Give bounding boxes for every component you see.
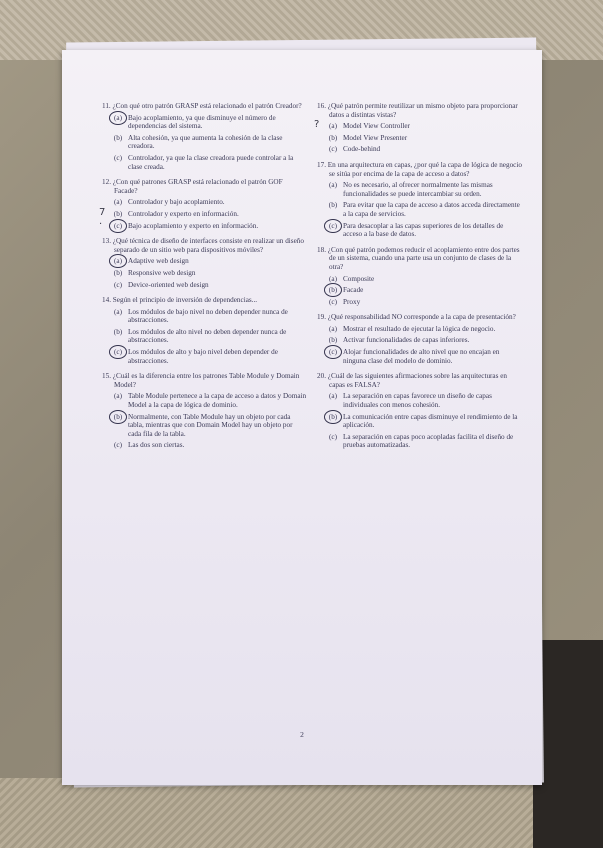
option-text: No es necesario, al ofrecer normalmente las mismas funcionalidades se puede intercambiar su orden.: [343, 181, 493, 198]
question: [102, 296, 307, 365]
answer-option: [317, 181, 522, 198]
option-letter: (a): [111, 257, 125, 266]
answer-option: [99, 206, 307, 219]
option-letter: (c): [326, 348, 340, 357]
answer-option: [102, 134, 307, 151]
option-letter: (c): [111, 222, 125, 231]
option-letter: (a): [329, 324, 337, 333]
question-stem: 13. ¿Qué técnica de diseño de interfaces consiste en realizar un diseño separado de un sitio web para dispositivos móviles?: [102, 237, 304, 254]
option-letter: (b): [326, 286, 340, 295]
question-stem: 11. ¿Con qué otro patrón GRASP está relacionado el patrón Creador?: [102, 102, 302, 110]
answer-option-selected: [317, 348, 522, 365]
option-text: Mostrar el resultado de ejecutar la lógica de negocio.: [343, 324, 496, 333]
answer-option-selected: [317, 222, 522, 239]
answer-option: [317, 433, 522, 450]
option-letter: (a): [114, 392, 122, 401]
handwritten-mark: 7: [99, 206, 106, 218]
question: [317, 246, 522, 307]
answer-option-selected: [102, 257, 307, 266]
option-letter: (c): [114, 280, 122, 289]
option-text: Para desacoplar a las capas superiores de los detalles de acceso a la base de datos.: [343, 221, 504, 239]
question-stem: 15. ¿Cuál es la diferencia entre los patrones Table Module y Domain Model?: [102, 372, 300, 389]
option-text: Composite: [343, 274, 375, 283]
option-text: Device-oriented web design: [128, 280, 209, 289]
question-stem: 16. ¿Qué patrón permite reutilizar un mismo objeto para proporcionar datos a distintas vistas?: [317, 102, 518, 119]
option-text: Adaptive web design: [128, 257, 189, 266]
answer-option: [102, 154, 307, 171]
option-letter: (b): [113, 209, 123, 218]
answer-option: [317, 325, 522, 334]
option-letter: (c): [111, 348, 125, 357]
option-text: Normalmente, con Table Module hay un objeto por cada tabla, mientras que con Domain Model hay un objeto por cada fila de la tabla.: [128, 412, 293, 438]
question: [317, 313, 522, 365]
option-letter: (c): [329, 432, 337, 441]
option-text: Alta cohesión, ya que aumenta la cohesión de la clase creadora.: [128, 133, 283, 151]
option-letter: (a): [114, 307, 122, 316]
option-text: Los módulos de alto nivel no deben depender nunca de abstracciones.: [128, 327, 287, 345]
answer-option: [102, 269, 307, 278]
question-stem: 20. ¿Cuál de las siguientes afirmaciones sobre las arquitecturas en capas es FALSA?: [317, 372, 508, 389]
question-stem: 17. En una arquitectura en capas, ¿por qué la capa de lógica de negocio se sitúa por encima de la capa de acceso a datos?: [317, 160, 522, 178]
answer-option: [317, 392, 522, 409]
answer-option: [102, 281, 307, 290]
option-text: Alojar funcionalidades de alto nivel que no encajan en ninguna clase del modelo de dominio.: [343, 348, 500, 365]
option-text: Controlador y bajo acoplamiento.: [128, 198, 225, 207]
option-letter: (b): [326, 413, 340, 422]
option-text: Controlador, ya que la clase creadora puede controlar a la clase creada.: [128, 153, 294, 171]
option-text: La separación en capas poco acopladas facilita el diseño de pruebas automatizadas.: [343, 432, 514, 450]
option-letter: (b): [328, 336, 338, 345]
option-text: Bajo acoplamiento y experto en información.: [128, 221, 259, 230]
answer-option: [102, 328, 307, 345]
option-letter: (b): [113, 268, 123, 277]
handwritten-mark: ·: [99, 218, 103, 230]
option-letter: (c): [329, 297, 337, 306]
page-number: 2: [300, 730, 304, 739]
option-letter: (c): [114, 153, 122, 162]
answer-option: [102, 392, 307, 409]
option-text: La separación en capas favorece un diseño de capas individuales con menos cohesión.: [343, 392, 492, 410]
option-text: Las dos son ciertas.: [128, 441, 185, 450]
background-carpet-bottom: [0, 778, 603, 848]
option-letter: (a): [329, 392, 337, 401]
option-text: Los módulos de bajo nivel no deben depender nunca de abstracciones.: [128, 307, 288, 325]
question-stem: 14. Según el principio de inversión de dependencias...: [102, 296, 258, 305]
option-letter: (a): [329, 181, 337, 190]
option-letter: (b): [328, 133, 338, 142]
option-letter: (c): [326, 222, 340, 231]
answer-option: [102, 441, 307, 450]
option-letter: (c): [329, 145, 337, 154]
option-text: Facade: [343, 286, 364, 295]
question: [99, 178, 307, 230]
exam-page: [62, 50, 542, 785]
option-letter: (a): [329, 274, 337, 283]
option-letter: (a): [329, 122, 337, 131]
answer-option: [317, 336, 522, 345]
answer-option-selected: [102, 114, 307, 131]
answer-option: [102, 198, 307, 207]
option-text: Activar funcionalidades de capas inferiores.: [343, 336, 470, 345]
answer-option-selected: [317, 413, 522, 430]
option-letter: (a): [114, 198, 122, 207]
background-dark-object: [533, 640, 603, 848]
answer-option: [317, 134, 522, 143]
option-letter: (b): [111, 413, 125, 422]
option-text: Responsive web design: [128, 268, 196, 277]
question-stem: 19. ¿Qué responsabilidad NO corresponde a la capa de presentación?: [317, 313, 516, 322]
option-text: Bajo acoplamiento, ya que disminuye el número de dependencias del sistema.: [128, 113, 276, 131]
answer-option: [317, 298, 522, 307]
handwritten-mark: ?: [314, 119, 320, 131]
answer-option-selected: [317, 286, 522, 295]
question: [102, 372, 307, 450]
option-text: La comunicación entre capas disminuye el rendimiento de la aplicación.: [343, 412, 518, 430]
answer-option: [102, 308, 307, 325]
option-text: Controlador y experto en información.: [128, 209, 239, 218]
left-column: [99, 102, 307, 457]
option-text: Proxy: [343, 297, 361, 306]
question-stem: 12. ¿Con qué patrones GRASP está relacionado el patrón GOF Facade?: [102, 178, 283, 195]
question: [102, 102, 307, 171]
option-letter: (b): [328, 201, 338, 210]
question-stem: 18. ¿Con qué patrón podemos reducir el acoplamiento entre dos partes de un sistema, cuando una parte usa un conjunto de clases de la otra?: [317, 245, 520, 271]
option-text: Para evitar que la capa de acceso a datos acceda directamente a la capa de servicios.: [343, 201, 520, 218]
option-letter: (b): [113, 327, 123, 336]
answer-option-selected: [102, 413, 307, 439]
option-letter: (a): [111, 114, 125, 123]
option-text: Los módulos de alto y bajo nivel deben depender de abstracciones.: [128, 348, 278, 365]
question: [317, 161, 522, 239]
option-text: Code-behind: [343, 145, 381, 154]
answer-option-selected: [99, 218, 307, 231]
answer-option: [317, 275, 522, 284]
answer-option: [317, 145, 522, 154]
question: [102, 237, 307, 289]
answer-option: [317, 201, 522, 218]
option-text: Model View Controller: [343, 122, 410, 131]
question: [317, 372, 522, 450]
answer-option: [314, 119, 522, 131]
option-text: Model View Presenter: [343, 133, 408, 142]
option-text: Table Module pertenece a la capa de acceso a datos y Domain Model a la capa de lógica de dominio.: [128, 392, 307, 410]
right-column: [314, 102, 522, 457]
question: [314, 102, 522, 154]
answer-option-selected: [102, 348, 307, 365]
option-letter: (c): [114, 441, 122, 450]
option-letter: (b): [113, 133, 123, 142]
